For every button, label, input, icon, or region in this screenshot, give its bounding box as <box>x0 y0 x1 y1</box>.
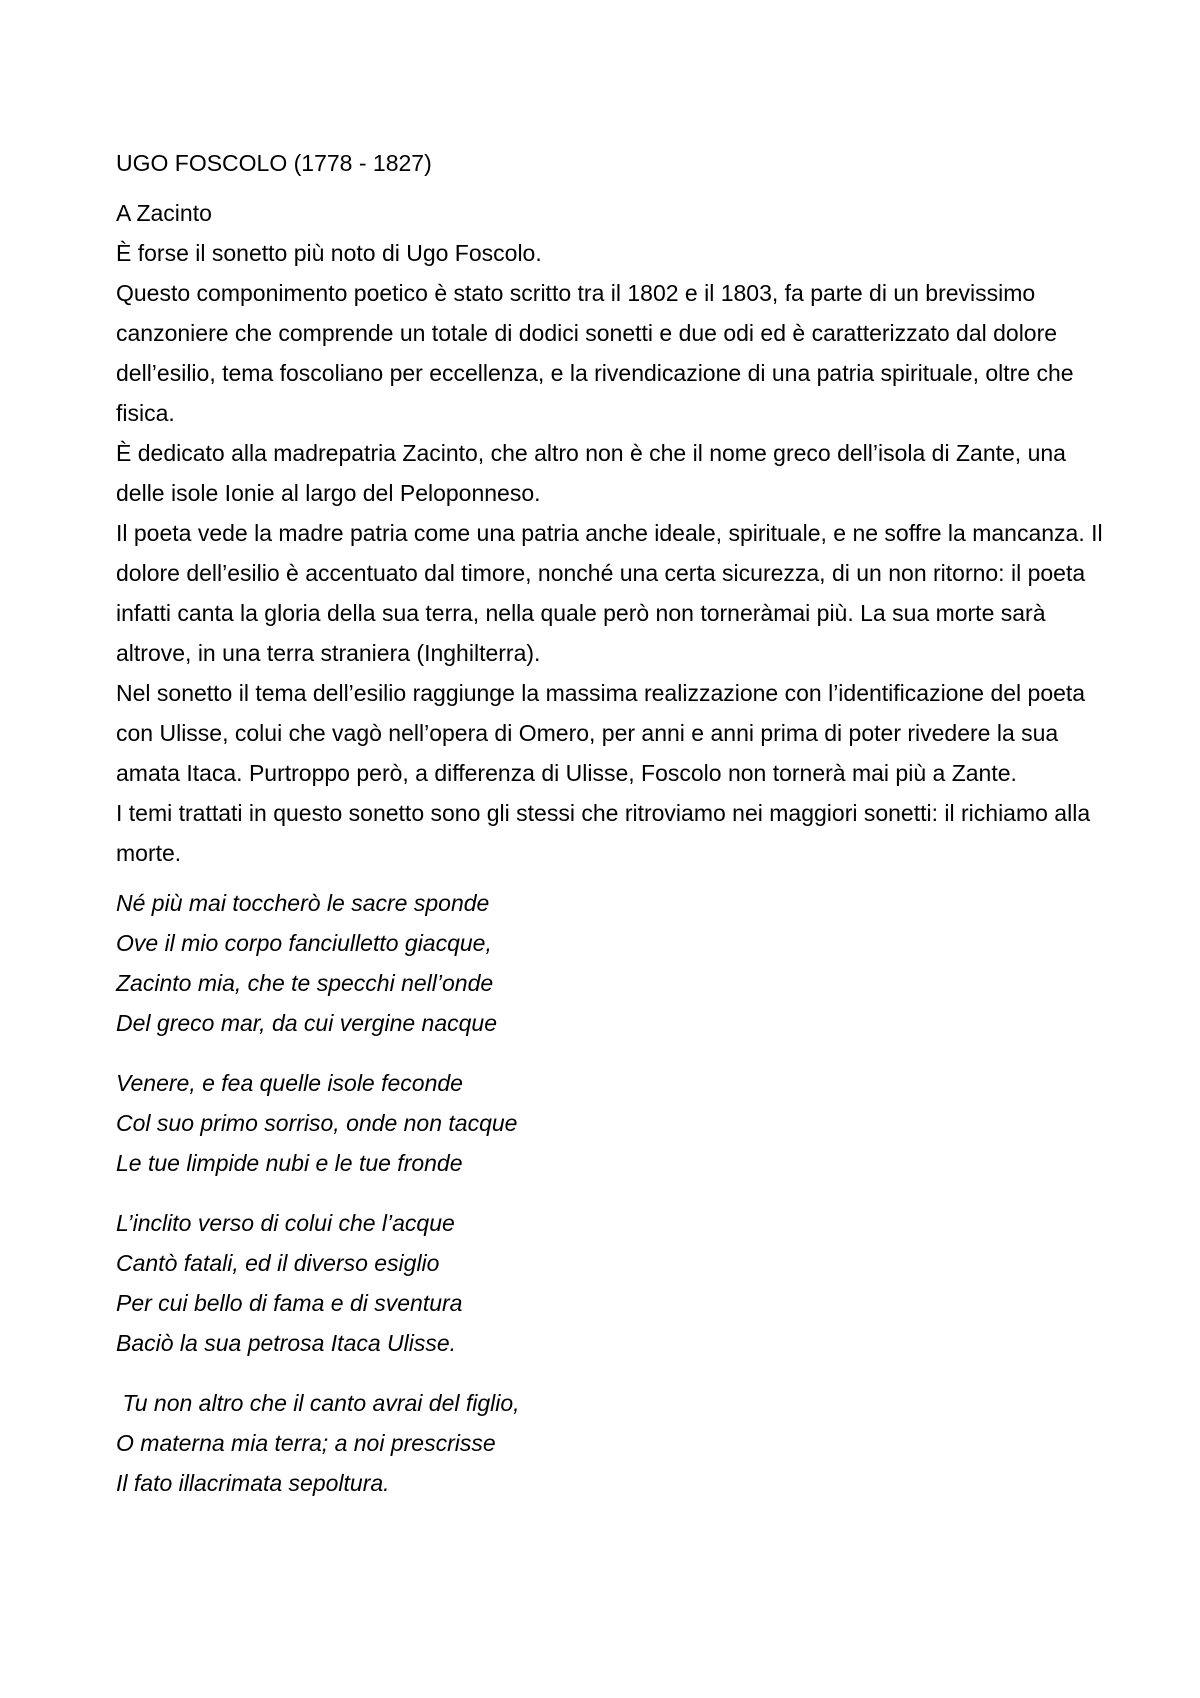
document-title: UGO FOSCOLO (1778 - 1827) <box>116 150 432 176</box>
poem-stanza <box>116 1203 1106 1363</box>
intro-paragraph: È forse il sonetto più noto di Ugo Foscolo. <box>116 240 542 266</box>
poem-verse: Né più mai toccherò le sacre sponde <box>116 890 490 916</box>
intro-paragraph: Questo componimento poetico è stato scritto tra il 1802 e il 1803, fa parte di un brevissimo canzoniere che comprende un totale di dodici sonetti e due odi ed è caratterizzato dal dolore dell’esilio, tema foscoliano per eccellenza, e la rivendicazione di una patria spirituale, oltre che fisica. <box>116 280 1074 426</box>
intro-paragraph: Il poeta vede la madre patria come una patria anche ideale, spirituale, e ne soffre la mancanza. Il dolore dell’esilio è accentuato dal timore, nonché una certa sicurezza, di un non ritorno: il poeta infatti canta la gloria della sua terra, nella quale però non torneràmai più. La sua morte sarà altrove, in una terra straniera (Inghilterra). <box>116 520 1103 666</box>
poem-verse: L’inclito verso di colui che l’acque <box>116 1210 455 1236</box>
intro-paragraph: Nel sonetto il tema dell’esilio raggiunge la massima realizzazione con l’identificazione del poeta con Ulisse, colui che vagò nell’opera di Omero, per anni e anni prima di poter rivedere la sua amata Itaca. Purtroppo però, a differenza di Ulisse, Foscolo non tornerà mai più a Zante. <box>116 680 1086 786</box>
poem-verse: Tu non altro che il canto avrai del figlio, <box>116 1390 520 1416</box>
poem-verse: Per cui bello di fama e di sventura <box>116 1290 463 1316</box>
intro-section <box>116 193 1106 873</box>
document-body <box>116 143 1106 1523</box>
poem-title: A Zacinto <box>116 200 212 226</box>
poem-verse: Venere, e fea quelle isole feconde <box>116 1070 463 1096</box>
poem-verse: Cantò fatali, ed il diverso esiglio <box>116 1250 440 1276</box>
poem-verse: Il fato illacrimata sepoltura. <box>116 1470 390 1496</box>
poem-verse: Baciò la sua petrosa Itaca Ulisse. <box>116 1330 457 1356</box>
poem-verse: Le tue limpide nubi e le tue fronde <box>116 1150 463 1176</box>
poem-stanza <box>116 1063 1106 1183</box>
poem-verse: Col suo primo sorriso, onde non tacque <box>116 1110 518 1136</box>
intro-paragraph: I temi trattati in questo sonetto sono gli stessi che ritroviamo nei maggiori sonetti: il richiamo alla morte. <box>116 800 1091 866</box>
intro-paragraph: È dedicato alla madrepatria Zacinto, che altro non è che il nome greco dell’isola di Zante, una delle isole Ionie al largo del Peloponneso. <box>116 440 1066 506</box>
poem-verse: O materna mia terra; a noi prescrisse <box>116 1430 496 1456</box>
poem-verse: Del greco mar, da cui vergine nacque <box>116 1010 497 1036</box>
poem-stanza <box>116 1383 1106 1503</box>
poem-verse: Zacinto mia, che te specchi nell’onde <box>116 970 494 996</box>
poem-verse: Ove il mio corpo fanciulletto giacque, <box>116 930 492 956</box>
poem-stanza <box>116 883 1106 1043</box>
poem-text <box>116 883 1106 1503</box>
